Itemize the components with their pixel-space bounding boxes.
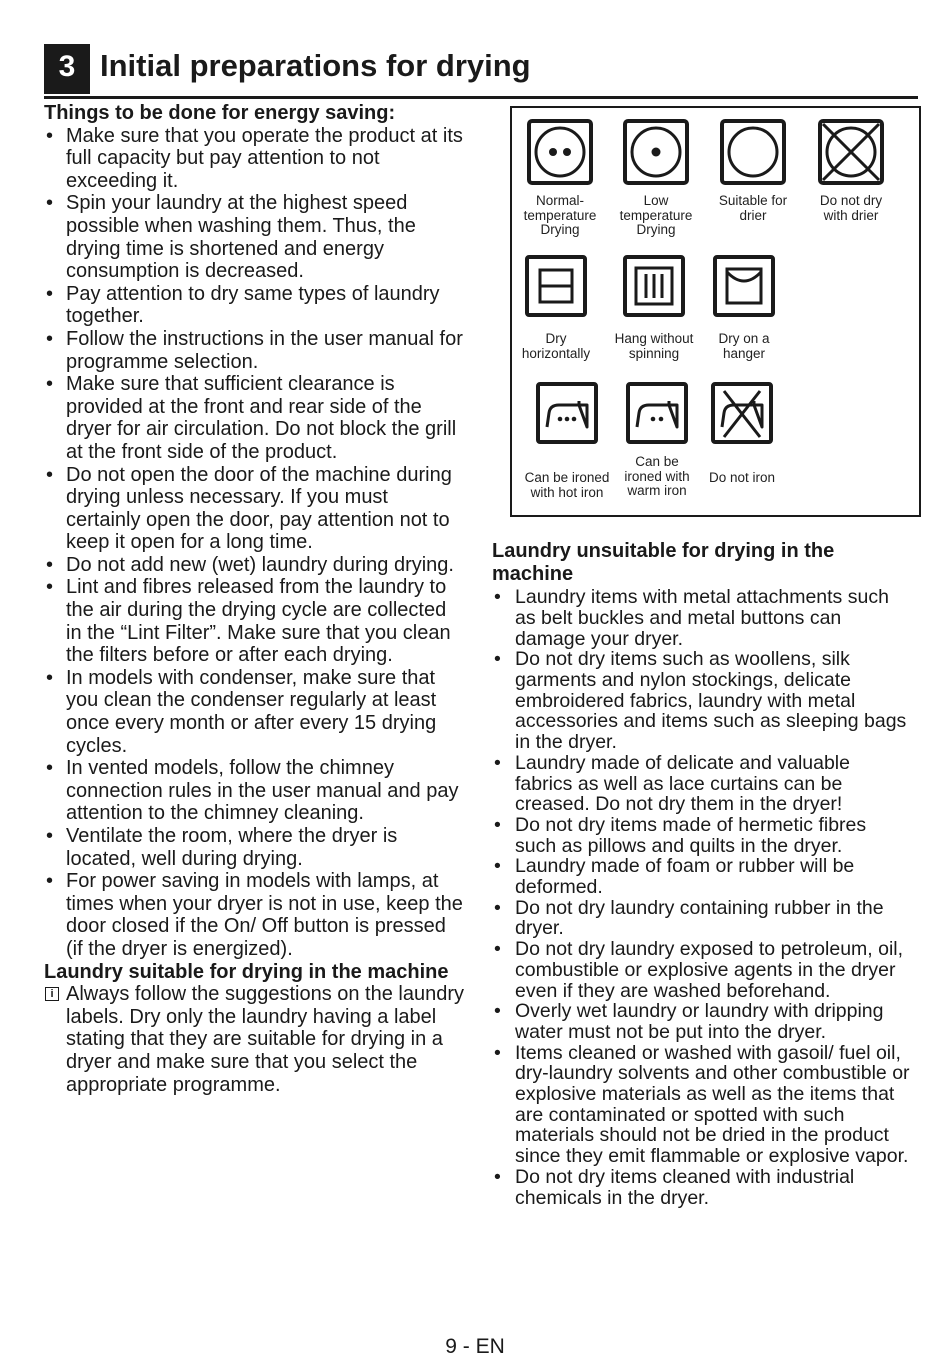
list-item: • Ventilate the room, where the dryer is located, well during drying. xyxy=(44,825,464,870)
drip-dry-icon xyxy=(622,254,686,318)
list-item: • In models with condenser, make sure that you clean the condenser regularly at least once every month or after every 15 drying cycles. xyxy=(44,667,464,757)
list-item: • Pay attention to dry same types of laundry together. xyxy=(44,283,464,328)
do-not-tumble-dry-icon xyxy=(817,118,885,186)
symbol-do-not-iron xyxy=(692,381,792,486)
list-item: • Make sure that you operate the product at its full capacity but pay attention to not exceeding it. xyxy=(44,125,464,193)
suitable-heading: Laundry suitable for drying in the machine xyxy=(44,960,449,983)
info-icon: i xyxy=(45,987,59,1001)
symbol-normal-dry xyxy=(510,118,610,238)
list-item: • Do not dry laundry exposed to petroleum, oil, combustible or explosive agents in the dryer even if they are washed beforehand. xyxy=(492,939,912,1001)
list-item: • Laundry made of foam or rubber will be deformed. xyxy=(492,856,912,897)
list-item: • In vented models, follow the chimney connection rules in the user manual and pay attention to the chimney cleaning. xyxy=(44,757,464,825)
list-item: • Do not add new (wet) laundry during drying. xyxy=(44,554,464,577)
symbol-label: Dry horizontally xyxy=(521,331,591,361)
care-symbols-panel xyxy=(510,106,921,517)
list-item: • Do not dry laundry containing rubber in the dryer. xyxy=(492,898,912,939)
list-item: • Spin your laundry at the highest speed possible when washing them. Thus, the drying time is shortened and energy consumption is decreased. xyxy=(44,192,464,282)
symbol-label: Can be ironed with warm iron xyxy=(624,454,690,498)
list-item: • Do not open the door of the machine during drying unless necessary. If you must certainly open the door, pay attention not to keep it open for a long time. xyxy=(44,464,464,554)
symbol-label: Normal- temperature Drying xyxy=(523,193,597,237)
symbol-label: Suitable for drier xyxy=(718,193,788,223)
symbol-line-dry xyxy=(694,254,794,361)
list-item: • Follow the instructions in the user manual for programme selection. xyxy=(44,328,464,373)
suitable-note xyxy=(44,983,464,1096)
symbol-low-dry xyxy=(606,118,706,238)
list-item: • Do not dry items such as woollens, silk garments and nylon stockings, delicate embroidered fabrics, laundry with metal accessories and items such as sleeping bags in the dryer. xyxy=(492,649,912,753)
energy-saving-heading: Things to be done for energy saving: xyxy=(44,102,396,124)
tumble-dry-low-icon xyxy=(622,118,690,186)
dry-flat-icon xyxy=(524,254,588,318)
list-item: • Laundry items with metal attachments such as belt buckles and metal buttons can damage your dryer. xyxy=(492,587,912,649)
line-dry-icon xyxy=(712,254,776,318)
unsuitable-heading: Laundry unsuitable for drying in the machine xyxy=(492,540,835,585)
suitable-note-text: Always follow the suggestions on the laundry labels. Dry only the laundry having a label stating that they are suitable for drying in a dryer and make sure that you select the appropriate programme. xyxy=(66,983,465,1096)
tumble-dry-suitable-icon xyxy=(719,118,787,186)
symbol-label: Hang without spinning xyxy=(614,331,694,361)
list-item: • Laundry made of delicate and valuable fabrics as well as lace curtains can be creased. Do not dry them in the dryer! xyxy=(492,753,912,815)
page-number: 9 - EN xyxy=(445,1335,505,1358)
symbol-do-not-dry xyxy=(801,118,901,223)
list-item: • For power saving in models with lamps, at times when your dryer is not in use, keep the door closed if the On/ Off button is pressed (if the dryer is energized). xyxy=(44,870,464,960)
list-item: • Do not dry items made of hermetic fibres such as pillows and quilts in the dryer. xyxy=(492,815,912,856)
symbol-drip-dry xyxy=(604,254,704,361)
symbol-label: Do not iron xyxy=(708,470,776,485)
list-item: • Items cleaned or washed with gasoil/ fuel oil, dry-laundry solvents and other combustible or explosive materials as well as the items that are contaminated or spotted with such materials should not be dried in the product since they emit flammable or explosive vapor. xyxy=(492,1043,912,1167)
symbol-label: Low temperature Drying xyxy=(619,193,693,237)
symbol-dry-flat xyxy=(506,254,606,361)
list-item: • Overly wet laundry or laundry with dripping water must not be put into the dryer. xyxy=(492,1001,912,1042)
section-number: 3 xyxy=(44,44,90,94)
unsuitable-list xyxy=(492,587,912,1208)
page-title: Initial preparations for drying xyxy=(100,48,531,83)
symbol-suitable-dry xyxy=(703,118,803,223)
tumble-dry-normal-icon xyxy=(526,118,594,186)
left-column xyxy=(44,102,464,1096)
symbol-label: Do not dry with drier xyxy=(819,193,883,223)
symbol-label: Can be ironed with hot iron xyxy=(524,470,610,500)
list-item: • Lint and fibres released from the laundry to the air during the drying cycle are collected in the “Lint Filter”. Make sure that you clean the filters before or after each drying. xyxy=(44,576,464,666)
iron-warm-icon xyxy=(625,381,689,445)
right-column xyxy=(492,540,912,1208)
list-item: • Make sure that sufficient clearance is provided at the front and rear side of the dryer for air circulation. Do not block the grill at the front side of the product. xyxy=(44,373,464,463)
section-header xyxy=(44,44,918,99)
symbol-iron-hot xyxy=(517,381,617,500)
list-item: • Do not dry items cleaned with industrial chemicals in the dryer. xyxy=(492,1167,912,1208)
energy-saving-list xyxy=(44,125,464,961)
do-not-iron-icon xyxy=(710,381,774,445)
symbol-label: Dry on a hanger xyxy=(718,331,770,361)
iron-hot-icon xyxy=(535,381,599,445)
